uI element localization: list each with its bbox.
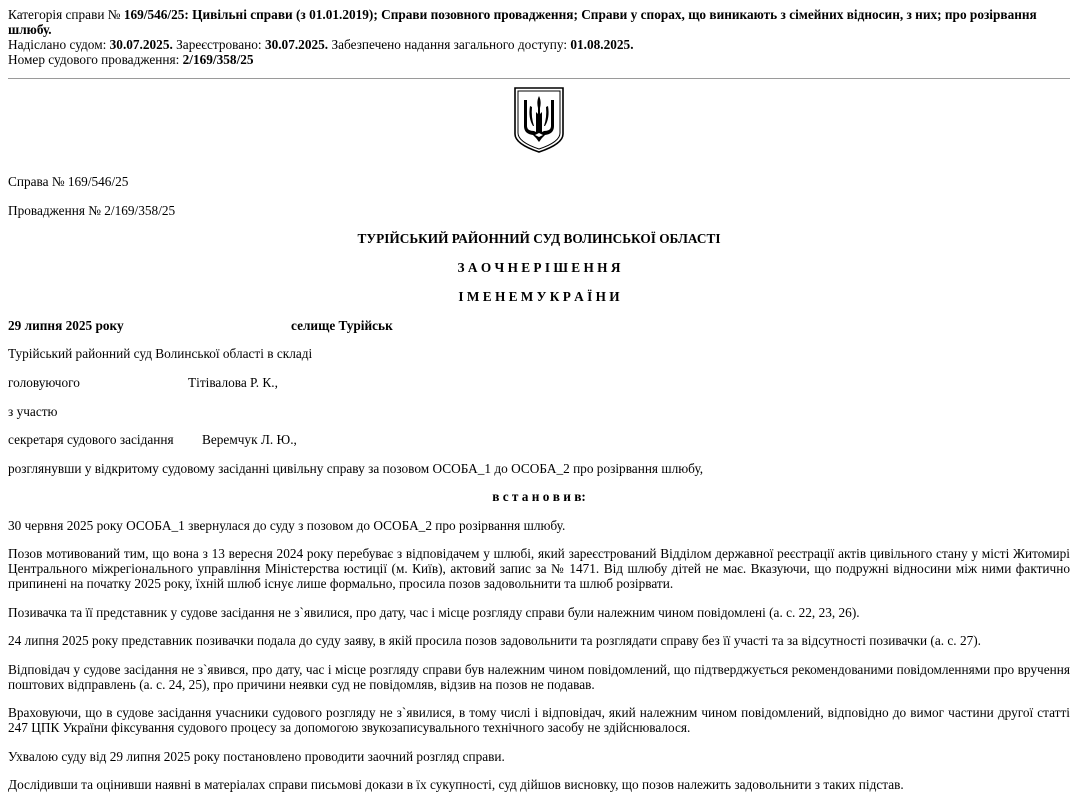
paragraph-7: Ухвалою суду від 29 липня 2025 року постановлено проводити заочний розгляд справи.: [8, 749, 505, 764]
access-date: 01.08.2025.: [570, 37, 634, 52]
category-value: 169/546/25: Цивільні справи (з 01.01.2019); Справи позовного провадження; Справи у спорах, що виникають з сімейних відносин, з них; про розірвання шлюбу.: [8, 7, 1037, 37]
date-place-line: [8, 318, 1070, 333]
in-the-name-of-ukraine: І М Е Н Е М У К Р А Ї Н И: [458, 289, 620, 304]
sent-date: 30.07.2025.: [109, 37, 173, 52]
proceeding-number: Провадження № 2/169/358/25: [8, 203, 176, 218]
court-decision-page: [8, 7, 1070, 792]
established-heading: в с т а н о в и в:: [492, 489, 586, 504]
decision-type: З А О Ч Н Е Р І Ш Е Н Н Я: [457, 260, 621, 275]
decision-date: 29 липня 2025 року: [8, 318, 124, 333]
presiding-label: головуючого: [8, 375, 80, 390]
emblem-container: [8, 86, 1070, 154]
paragraph-1: 30 червня 2025 року ОСОБА_1 звернулася до суду з позовом до ОСОБА_2 про розірвання шлюбу.: [8, 518, 566, 533]
category-label: Категорія справи №: [8, 7, 121, 22]
proceeding-value: 2/169/358/25: [182, 52, 254, 67]
proceeding-line: [8, 52, 1070, 67]
case-number: Справа № 169/546/25: [8, 174, 129, 189]
paragraph-4: 24 липня 2025 року представник позивачки подала до суду заяву, в якій просила позов задовольнити та розглядати справу без її участі та за відсутності позивачки (а. с. 27).: [8, 633, 981, 648]
presiding-name: Тітівалова Р. К.,: [188, 375, 278, 390]
access-label: Забезпечено надання загального доступу:: [331, 37, 568, 52]
dates-line: [8, 37, 1070, 52]
considered-line: розглянувши у відкритому судовому засіданні цивільну справу за позовом ОСОБА_1 до ОСОБА_2 про розірвання шлюбу,: [8, 461, 704, 476]
paragraph-8: Дослідивши та оцінивши наявні в матеріалах справи письмові докази в їх сукупності, суд дійшов висновку, що позов належить задовольнити з таких підстав.: [8, 777, 904, 792]
paragraph-2: Позов мотивований тим, що вона з 13 вересня 2024 року перебуває з відповідачем у шлюбі, який зареєстрований Відділом державної реєстрації актів цивільного стану у місті Житомирі Центрального міжрегіонального управління Міністерства юстиції (м. Київ), актовий запис за № 1471. Від шлюбу дітей не має. Вказуючи, що подружні відносини між ними фактично припинені на початку 2025 року, їхній шлюб існує лише формально, просила позов задовольнити та шлюб розірвати.: [8, 546, 1070, 591]
proceeding-label: Номер судового провадження:: [8, 52, 180, 67]
registered-label: Зареєстровано:: [176, 37, 262, 52]
category-line: [8, 7, 1070, 37]
presiding-line: [8, 375, 1070, 390]
sent-label: Надіслано судом:: [8, 37, 107, 52]
coat-of-arms-of-ukraine-icon: [513, 86, 565, 154]
secretary-label: секретаря судового засідання: [8, 432, 174, 447]
registered-date: 30.07.2025.: [264, 37, 329, 52]
decision-place: селище Турійськ: [291, 318, 393, 333]
paragraph-3: Позивачка та її представник у судове засідання не з`явилися, про дату, час і місце розгляду справи були належним чином повідомлені (а. с. 22, 23, 26).: [8, 605, 860, 620]
with-participation: з участю: [8, 404, 58, 419]
court-name: ТУРІЙСЬКИЙ РАЙОННИЙ СУД ВОЛИНСЬКОЇ ОБЛАСТІ: [357, 231, 721, 246]
secretary-name: Веремчук Л. Ю.,: [202, 432, 297, 447]
header-divider: [8, 78, 1070, 79]
paragraph-5: Відповідач у судове засідання не з`явився, про дату, час і місце розгляду справи був належним чином повідомлений, що підтверджується рекомендованими повідомленнями про вручення поштових відправлень (а. с. 24, 25), про причини неявки суд не повідомляв, відзив на позов не подавав.: [8, 662, 1070, 692]
secretary-line: [8, 432, 1070, 447]
paragraph-6: Враховуючи, що в судове засідання учасники судового розгляду не з`явилися, в тому числі і відповідач, який належним чином повідомлений, відповідно до вимог частини другої статті 247 ЦПК України фіксування судового процесу за допомогою звукозаписувального технічного засобу не здійснювалося.: [8, 705, 1070, 735]
court-composition: Турійський районний суд Волинської області в складі: [8, 346, 313, 361]
